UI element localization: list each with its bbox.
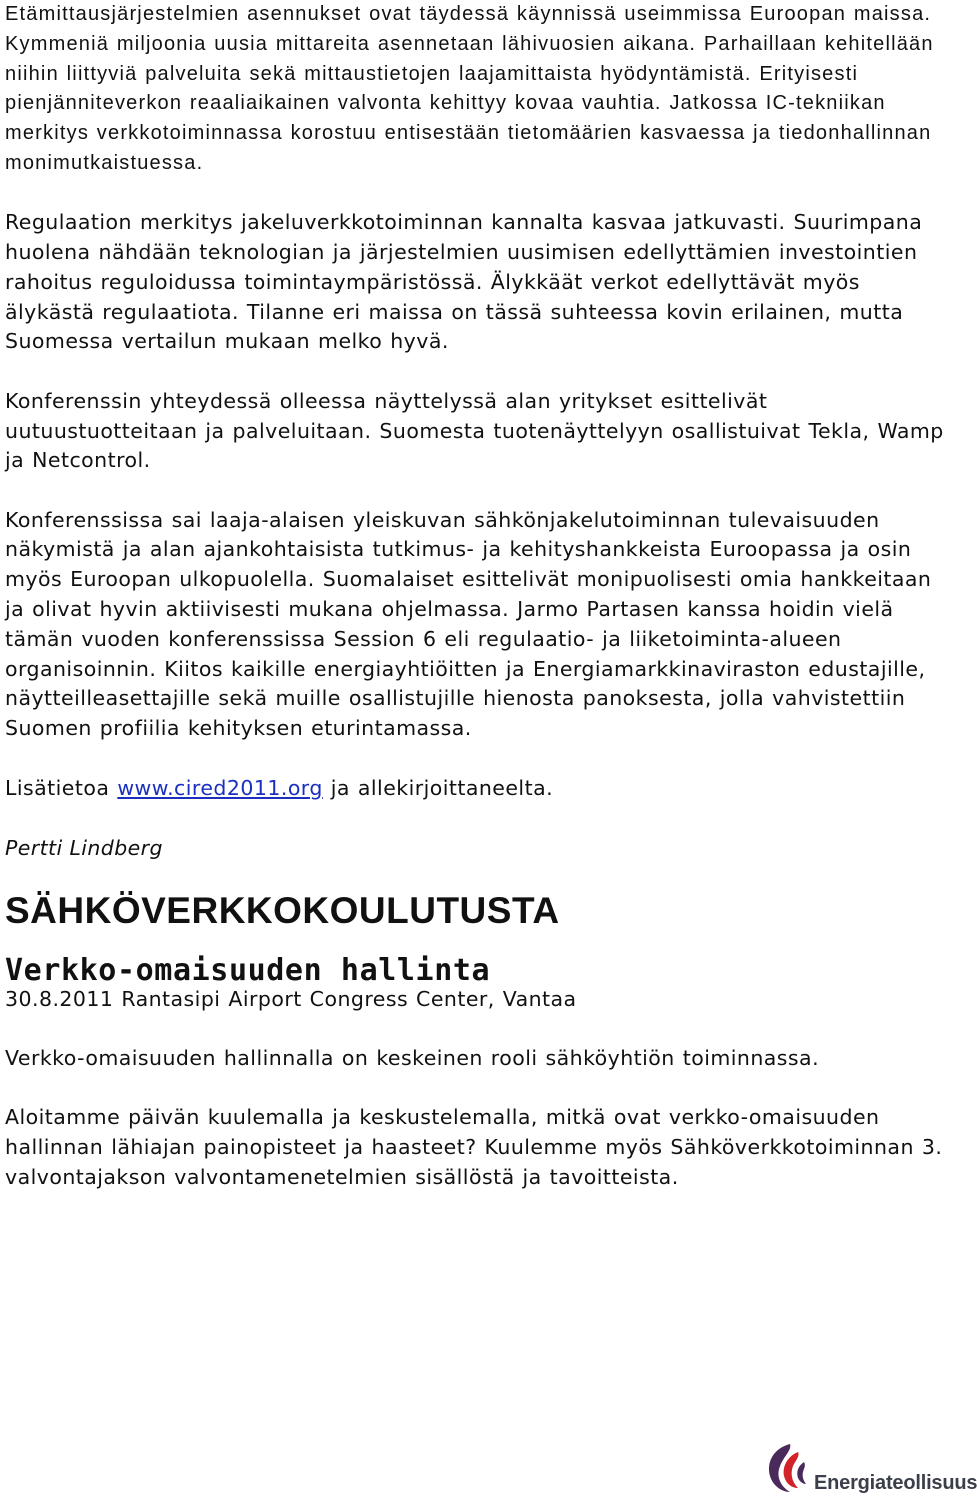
section-subheading: Verkko-omaisuuden hallinta [5, 952, 491, 988]
paragraph-conference-summary: Konferenssissa sai laaja-alaisen yleiskuvan sähkönjakelutoiminnan tulevaisuuden näkymistä ja alan ajankohtaisista tutkimus- ja kehityshankkeista Euroopassa ja osin myös Euroopan ulkopuolella. Suomalaiset esittelivät monipuolisesti omia hankkeitaan ja olivat hyvin aktiivisesti mukana ohjelmassa. Jarmo Partasen kanssa hoidin vielä tämän vuoden konferenssissa Session 6 eli regulaatio- ja liiketoiminta-alueen organisoinnin. Kiitos kaikille energiayhtiöitten ja Energiamarkkinaviraston edustajille, näytteilleasettajille sekä muille osallistujille hienosta panoksesta, jolla vahvistettiin Suomen profiilia kehityksen eturintamassa. [5, 507, 932, 741]
energiateollisuus-logo [760, 1440, 977, 1502]
paragraph-regulation: Regulaation merkitys jakeluverkkotoiminnan kannalta kasvaa jatkuvasti. Suurimpana huolena nähdään teknologian ja järjestelmien uusimisen edellyttämien investointien rahoitus reguloidussa toimintaympäristössä. Älykkäät verkot edellyttävät myös älykästä regulaatiota. Tilanne eri maissa on tässä suhteessa kovin erilainen, mutta Suomessa vertailun mukaan melko hyvä. [5, 210, 923, 354]
paragraph-program: Aloitamme päivän kuulemalla ja keskustelemalla, mitkä ovat verkko-omaisuuden hallinnan lähiajan painopisteet ja haasteet? Kuulemme myös Sähköverkkotoiminnan 3. valvontajakson valvontamenetelmien sisällöstä ja tavoitteista. [5, 1105, 943, 1190]
document-page [5, 0, 955, 1193]
paragraph-metering-a: Etämittausjärjestelmien asennukset ovat täydessä käynnissä useimmissa Euroopan maissa. Kymmeniä miljoonia uusia mittareita asennetaan lähivuosien aikana. Parhaillaan kehitellään niihin liittyviä palveluita sekä mittaustietojen laajamittaista hyödyntämistä. Erityisesti pienjänniteverkon reaaliaikainen valvonta kehittyy kovaa vauhtia. [5, 3, 934, 115]
author-signature: Pertti Lindberg [5, 835, 163, 860]
paragraph-more-info [5, 774, 955, 804]
cired-link[interactable]: www.cired2011.org [117, 775, 323, 800]
info-prefix: Lisätietoa [5, 775, 118, 800]
energiateollisuus-swirl-icon [760, 1440, 810, 1500]
paragraph-metering-b: Jatkossa IC-tekniikan merkitys verkkotoiminnassa korostuu entisestään tietomäärien kasvaessa ja tiedonhallinnan monimutkaistuessa. [5, 92, 932, 174]
section-heading: SÄHKÖVERKKOKOULUTUSTA [5, 889, 560, 931]
info-suffix: ja allekirjoittaneelta. [322, 775, 554, 800]
paragraph-asset-management: Verkko-omaisuuden hallinnalla on keskeinen rooli sähköyhtiön toiminnassa. [5, 1046, 820, 1071]
event-date-location: 30.8.2011 Rantasipi Airport Congress Center, Vantaa [5, 986, 577, 1011]
paragraph-exhibition: Konferenssin yhteydessä olleessa näyttelyssä alan yritykset esittelivät uutuustuotteitaan ja palveluitaan. Suomesta tuotenäyttelyyn osallistuivat Tekla, Wamp ja Netcontrol. [5, 388, 944, 473]
logo-text: Energiateollisuus [814, 1472, 977, 1494]
paragraph-metering-intro [5, 0, 955, 179]
